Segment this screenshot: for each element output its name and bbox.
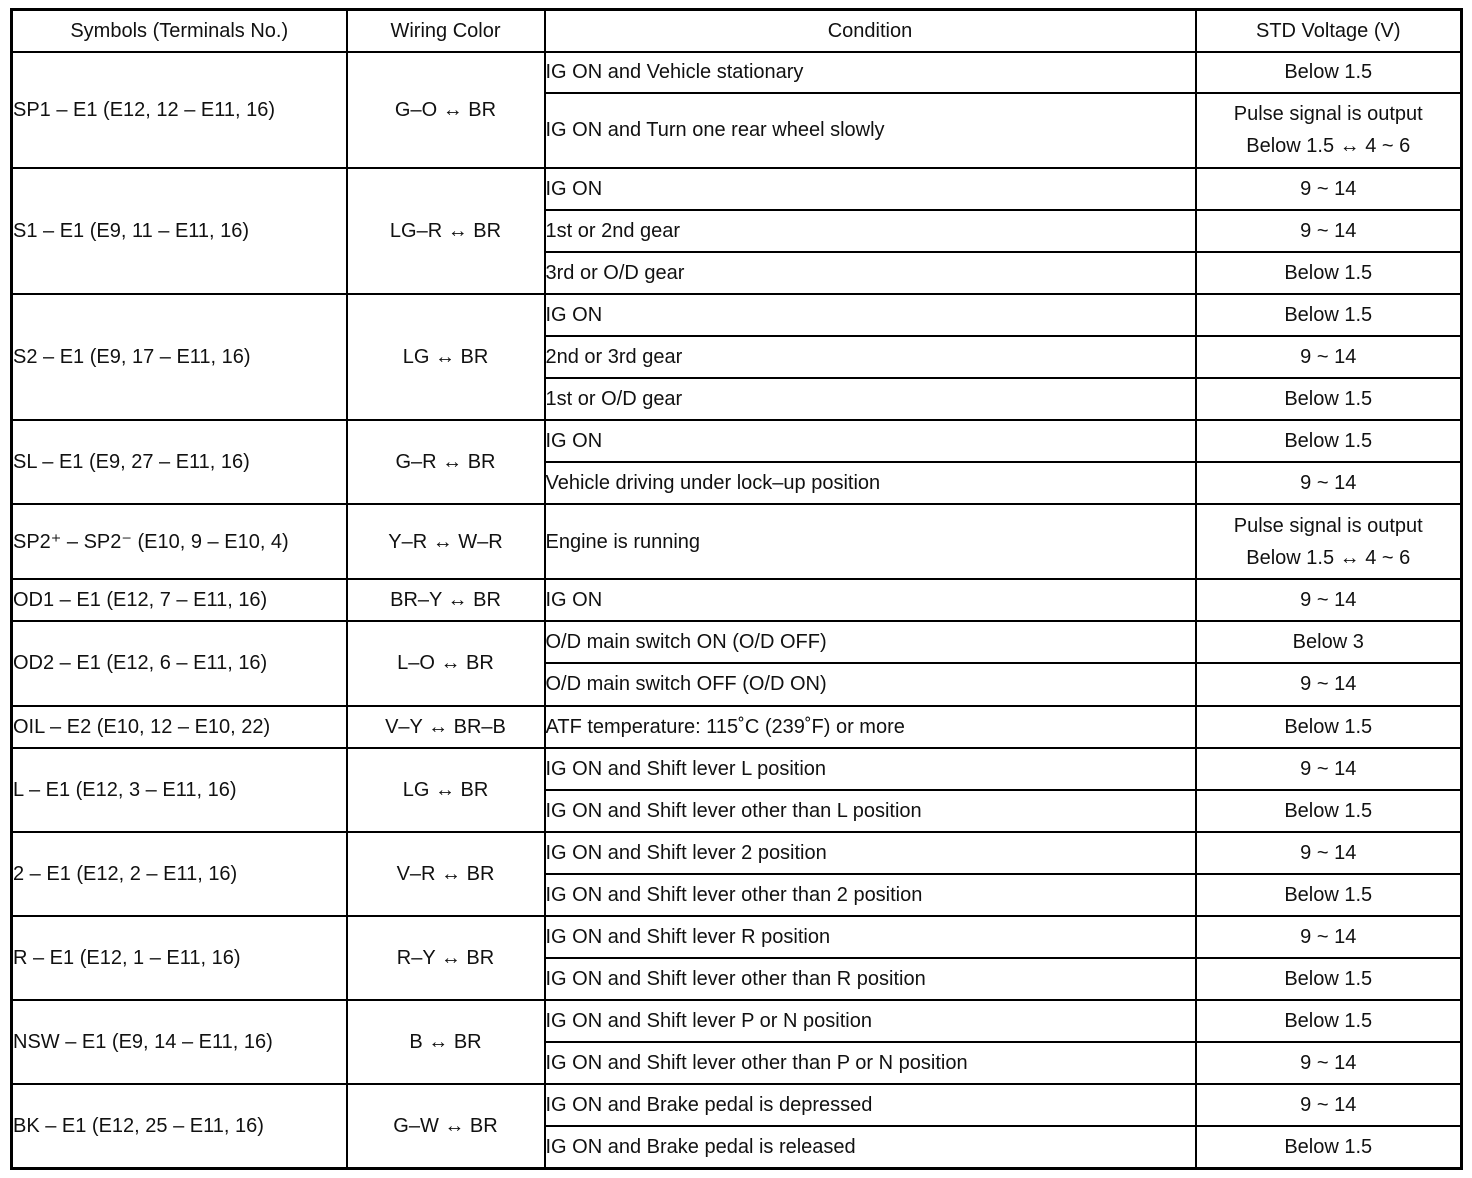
table-row — [12, 579, 1462, 621]
condition-cell: IG ON and Shift lever other than L position — [545, 790, 1196, 832]
voltage-cell — [1196, 916, 1462, 958]
voltage-line: Pulse signal is output — [1233, 514, 1423, 537]
table-row — [12, 1084, 1462, 1126]
wiring-color: G–O ↔ BR — [347, 52, 545, 168]
voltage-cell — [1196, 1042, 1462, 1084]
voltage-line: Below 1.5 — [1284, 799, 1373, 822]
voltage-line: 9 ~ 14 — [1300, 472, 1357, 495]
terminal-symbol: BK – E1 (E12, 25 – E11, 16) — [12, 1084, 347, 1168]
table-row — [12, 832, 1462, 874]
table-row — [12, 294, 1462, 336]
condition-cell: IG ON and Shift lever 2 position — [545, 832, 1196, 874]
wiring-color: B ↔ BR — [347, 1000, 545, 1084]
terminal-symbol: OD2 – E1 (E12, 6 – E11, 16) — [12, 621, 347, 705]
table-row — [12, 706, 1462, 748]
voltage-line: 9 ~ 14 — [1300, 177, 1357, 200]
condition-cell: IG ON — [545, 168, 1196, 210]
terminal-symbol: SP1 – E1 (E12, 12 – E11, 16) — [12, 52, 347, 168]
voltage-cell — [1196, 378, 1462, 420]
voltage-line: Below 1.5 — [1284, 261, 1373, 284]
condition-cell: O/D main switch OFF (O/D ON) — [545, 663, 1196, 705]
voltage-cell — [1196, 706, 1462, 748]
voltage-line: 9 ~ 14 — [1300, 1094, 1357, 1117]
voltage-cell — [1196, 462, 1462, 504]
condition-cell: Vehicle driving under lock–up position — [545, 462, 1196, 504]
voltage-line: 9 ~ 14 — [1300, 219, 1357, 242]
voltage-cell — [1196, 504, 1462, 579]
condition-cell: 1st or 2nd gear — [545, 210, 1196, 252]
wiring-color: LG ↔ BR — [347, 748, 545, 832]
terminal-voltage-table — [10, 8, 1463, 1170]
terminal-symbol: OIL – E2 (E10, 12 – E10, 22) — [12, 706, 347, 748]
terminal-symbol: R – E1 (E12, 1 – E11, 16) — [12, 916, 347, 1000]
condition-cell: IG ON and Shift lever P or N position — [545, 1000, 1196, 1042]
terminal-symbol: OD1 – E1 (E12, 7 – E11, 16) — [12, 579, 347, 621]
voltage-line: 9 ~ 14 — [1300, 345, 1357, 368]
voltage-line: 9 ~ 14 — [1300, 673, 1357, 696]
voltage-line: Below 1.5 — [1284, 1009, 1373, 1032]
table-row — [12, 748, 1462, 790]
voltage-cell — [1196, 874, 1462, 916]
condition-cell: IG ON and Turn one rear wheel slowly — [545, 93, 1196, 168]
voltage-line: Pulse signal is output — [1233, 103, 1423, 126]
condition-cell: IG ON and Brake pedal is depressed — [545, 1084, 1196, 1126]
wiring-color: Y–R ↔ W–R — [347, 504, 545, 579]
voltage-line: 9 ~ 14 — [1300, 841, 1357, 864]
table-row — [12, 420, 1462, 462]
condition-cell: IG ON and Shift lever other than 2 position — [545, 874, 1196, 916]
wiring-color: BR–Y ↔ BR — [347, 579, 545, 621]
voltage-cell — [1196, 1126, 1462, 1168]
voltage-line: Below 1.5 — [1284, 430, 1373, 453]
voltage-cell — [1196, 210, 1462, 252]
voltage-cell — [1196, 1000, 1462, 1042]
condition-cell: 2nd or 3rd gear — [545, 336, 1196, 378]
voltage-line: 9 ~ 14 — [1300, 1052, 1357, 1075]
terminal-symbol: NSW – E1 (E9, 14 – E11, 16) — [12, 1000, 347, 1084]
condition-cell: IG ON and Shift lever other than R position — [545, 958, 1196, 1000]
voltage-cell — [1196, 1084, 1462, 1126]
voltage-line: Below 1.5 — [1284, 1136, 1373, 1159]
voltage-line: Below 1.5 — [1284, 61, 1373, 84]
voltage-cell — [1196, 168, 1462, 210]
terminal-symbol: 2 – E1 (E12, 2 – E11, 16) — [12, 832, 347, 916]
voltage-line: Below 1.5 — [1284, 715, 1373, 738]
condition-cell: O/D main switch ON (O/D OFF) — [545, 621, 1196, 663]
header-std-voltage: STD Voltage (V) — [1196, 10, 1462, 52]
condition-cell: IG ON — [545, 294, 1196, 336]
wiring-color: L–O ↔ BR — [347, 621, 545, 705]
voltage-cell — [1196, 832, 1462, 874]
wiring-color: LG–R ↔ BR — [347, 168, 545, 294]
voltage-cell — [1196, 294, 1462, 336]
voltage-cell — [1196, 790, 1462, 832]
header-symbols: Symbols (Terminals No.) — [12, 10, 347, 52]
wiring-color: LG ↔ BR — [347, 294, 545, 420]
terminal-symbol: SP2⁺ – SP2⁻ (E10, 9 – E10, 4) — [12, 504, 347, 579]
voltage-cell — [1196, 93, 1462, 168]
voltage-line: Below 1.5 — [1284, 303, 1373, 326]
condition-cell: 3rd or O/D gear — [545, 252, 1196, 294]
wiring-color: V–Y ↔ BR–B — [347, 706, 545, 748]
voltage-cell — [1196, 52, 1462, 93]
wiring-color: V–R ↔ BR — [347, 832, 545, 916]
voltage-line: Below 1.5 ↔ 4 ~ 6 — [1246, 135, 1411, 158]
terminal-symbol: S1 – E1 (E9, 11 – E11, 16) — [12, 168, 347, 294]
header-wiring-color: Wiring Color — [347, 10, 545, 52]
wiring-color: G–R ↔ BR — [347, 420, 545, 504]
condition-cell: ATF temperature: 115˚C (239˚F) or more — [545, 706, 1196, 748]
voltage-line: Below 3 — [1292, 631, 1364, 654]
condition-cell: IG ON — [545, 420, 1196, 462]
voltage-cell — [1196, 336, 1462, 378]
voltage-cell — [1196, 621, 1462, 663]
table-row — [12, 504, 1462, 579]
condition-cell: IG ON and Vehicle stationary — [545, 52, 1196, 93]
wiring-color: G–W ↔ BR — [347, 1084, 545, 1168]
header-row — [12, 10, 1462, 52]
voltage-line: Below 1.5 — [1284, 967, 1373, 990]
voltage-line: 9 ~ 14 — [1300, 757, 1357, 780]
terminal-symbol: L – E1 (E12, 3 – E11, 16) — [12, 748, 347, 832]
voltage-line: 9 ~ 14 — [1300, 925, 1357, 948]
condition-cell: IG ON and Shift lever L position — [545, 748, 1196, 790]
voltage-cell — [1196, 420, 1462, 462]
wiring-color: R–Y ↔ BR — [347, 916, 545, 1000]
voltage-cell — [1196, 252, 1462, 294]
table-row — [12, 168, 1462, 210]
voltage-cell — [1196, 579, 1462, 621]
table-row — [12, 621, 1462, 663]
voltage-line: Below 1.5 — [1284, 883, 1373, 906]
voltage-line: 9 ~ 14 — [1300, 589, 1357, 612]
voltage-line: Below 1.5 ↔ 4 ~ 6 — [1246, 546, 1411, 569]
terminal-symbol: S2 – E1 (E9, 17 – E11, 16) — [12, 294, 347, 420]
table-row — [12, 52, 1462, 93]
condition-cell: IG ON and Shift lever R position — [545, 916, 1196, 958]
table-row — [12, 916, 1462, 958]
condition-cell: IG ON and Shift lever other than P or N position — [545, 1042, 1196, 1084]
condition-cell: 1st or O/D gear — [545, 378, 1196, 420]
condition-cell: IG ON and Brake pedal is released — [545, 1126, 1196, 1168]
voltage-cell — [1196, 748, 1462, 790]
voltage-line: Below 1.5 — [1284, 388, 1373, 411]
terminal-symbol: SL – E1 (E9, 27 – E11, 16) — [12, 420, 347, 504]
condition-cell: Engine is running — [545, 504, 1196, 579]
voltage-cell — [1196, 663, 1462, 705]
table-row — [12, 1000, 1462, 1042]
header-condition: Condition — [545, 10, 1196, 52]
voltage-cell — [1196, 958, 1462, 1000]
condition-cell: IG ON — [545, 579, 1196, 621]
